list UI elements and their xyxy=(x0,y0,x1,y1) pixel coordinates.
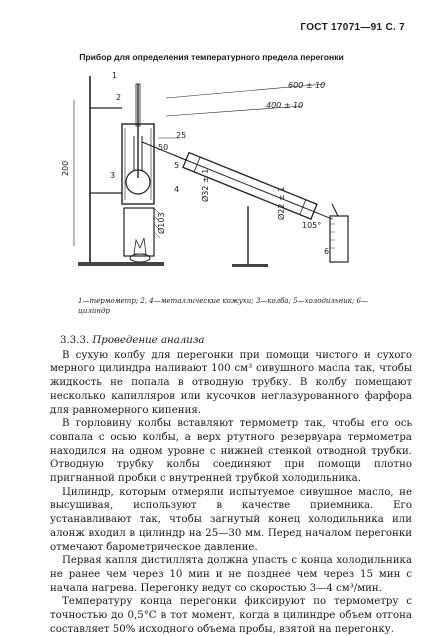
label-6: 6 xyxy=(324,247,330,256)
dim-400: 400 ± 10 xyxy=(266,101,304,110)
main-text xyxy=(50,334,412,636)
section-heading xyxy=(50,334,412,348)
label-4: 4 xyxy=(174,185,180,194)
dim-phi22: Ø22 ± 1 xyxy=(277,186,286,220)
paragraph: В сухую колбу для перегонки при помощи чистого и сухого мерного цилиндра наливают 100 см³ сивушного масла так, чтобы жидкость не попала в отводную трубку. В колбу помещают несколько капилляров или кусочков неглазурованного фарфора для равномерного кипения. xyxy=(50,349,412,416)
label-1: 1 xyxy=(112,71,118,80)
figure-caption: 1—термометр; 2, 4—металлические кожухи; 3—колба; 5—холодильник; 6—цилиндр xyxy=(78,297,369,315)
dim-phi103: Ø103 xyxy=(157,212,166,234)
dim-600: 600 ± 10 xyxy=(288,81,326,90)
figure-title: Прибор для определения температурного предела перегонки xyxy=(79,52,344,62)
casing-4 xyxy=(124,208,154,256)
dim-50: 50 xyxy=(158,143,169,152)
dim-200: 200 xyxy=(61,160,70,176)
stand-base xyxy=(78,262,164,266)
condenser-5 xyxy=(172,148,336,227)
dim-25: 25 xyxy=(176,131,187,140)
paragraph: Температуру конца перегонки фиксируют по термометру с точностью до 0,5°С в тот момент, когда в цилиндре объем отгона составляет 50% исходного объема пробы, взятой на перегонку. xyxy=(50,596,412,635)
dim-105: 105° xyxy=(302,221,322,230)
label-5: 5 xyxy=(174,161,180,170)
label-3: 3 xyxy=(110,171,116,180)
section-title: Проведение анализа xyxy=(92,335,205,346)
distillation-apparatus-figure xyxy=(62,68,362,290)
section-number: 3.3.3. xyxy=(60,335,90,346)
dim-phi32: Ø32 ± 1 xyxy=(201,168,210,202)
cylinder-6 xyxy=(330,216,348,262)
label-2: 2 xyxy=(116,93,122,102)
paragraph: Цилиндр, которым отмеряли испытуемое сивушное масло, не высушивая, используют в качестве приемника. Его устанавливают так, чтобы загнутый конец холодильника или алонж входил в цилиндр на 25—30 мм. Перед началом перегонки отмечают барометрическое давление. xyxy=(50,486,412,553)
document-header: ГОСТ 17071—91 С. 7 xyxy=(300,22,405,33)
paragraph: В горловину колбы вставляют термометр так, чтобы его ось совпала с осью колбы, а верх ртутного резервуара термометра находился на одном уровне с нижней стенкой отводной трубки. Отводную трубку колбы соединяют при помощи плотно пригнанной пробки с внутренней трубкой холодильника. xyxy=(50,418,412,485)
paragraph: Первая капля дистиллята должна упасть с конца холодильника не ранее чем через 10 мин и не позднее чем через 15 мин с начала нагрева. Перегонку ведут со скоростью 3—4 см³/мин. xyxy=(50,555,412,594)
